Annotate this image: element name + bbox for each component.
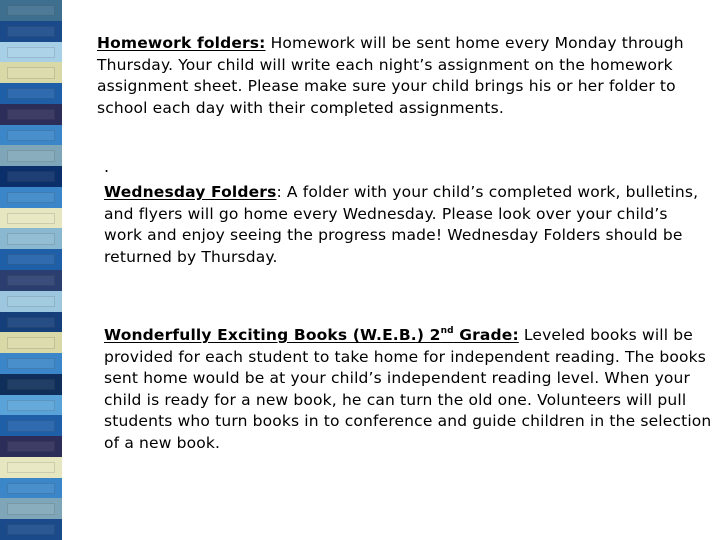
stray-dot: .	[104, 157, 110, 176]
stripe-tile	[0, 353, 62, 374]
homework-folders-paragraph	[97, 33, 697, 119]
stripe-tile	[0, 166, 62, 187]
stripe-tile	[0, 270, 62, 291]
web-books-text: Leveled books will be provided for each student to take home for independent reading. The books sent home would be at your child’s independent reading level. When your child is ready for a new book, he can turn the old one. Volunteers will pull students who turn books in to conference and guide children in the selection of a new book.	[104, 326, 712, 452]
stripe-tile	[0, 145, 62, 166]
stripe-tile	[0, 519, 62, 540]
stripe-tile	[0, 249, 62, 270]
stripe-tile	[0, 395, 62, 416]
stripe-tile	[0, 0, 62, 21]
stripe-tile	[0, 62, 62, 83]
stripe-tile	[0, 228, 62, 249]
stripe-tile	[0, 374, 62, 395]
stripe-tile	[0, 312, 62, 333]
homework-folders-heading: Homework folders:	[97, 34, 266, 52]
stripe-tile	[0, 187, 62, 208]
web-heading-part2: Grade:	[453, 326, 519, 344]
wednesday-folders-heading: Wednesday Folders	[104, 183, 277, 201]
stripe-tile	[0, 42, 62, 63]
stripe-tile	[0, 332, 62, 353]
stripe-tile	[0, 291, 62, 312]
stripe-tile	[0, 21, 62, 42]
web-heading-part1: Wonderfully Exciting Books (W.E.B.) 2	[104, 326, 441, 344]
stripe-tile	[0, 415, 62, 436]
web-books-paragraph	[104, 325, 716, 455]
wednesday-folders-text: : A folder with your child’s completed work, bulletins, and flyers will go home every Wednesday. Please look over your child’s work and enjoy seeing the progress made! Wednesday Folders should be returned by Thursday.	[104, 183, 699, 266]
homework-folders-text: Homework will be sent home every Monday through Thursday. Your child will write each night’s assignment on the homework assignment sheet. Please make sure your child brings his or her folder to school each day with their completed assignments.	[97, 34, 684, 117]
stripe-tile	[0, 83, 62, 104]
web-heading-superscript: nd	[440, 326, 454, 336]
web-books-heading	[104, 326, 519, 344]
stripe-tile	[0, 457, 62, 478]
stripe-tile	[0, 208, 62, 229]
stripe-tile	[0, 436, 62, 457]
stripe-tile	[0, 498, 62, 519]
stripe-tile	[0, 104, 62, 125]
stripe-tile	[0, 478, 62, 499]
wednesday-folders-paragraph	[104, 182, 704, 268]
stripe-tile	[0, 125, 62, 146]
decorative-stripe	[0, 0, 62, 540]
